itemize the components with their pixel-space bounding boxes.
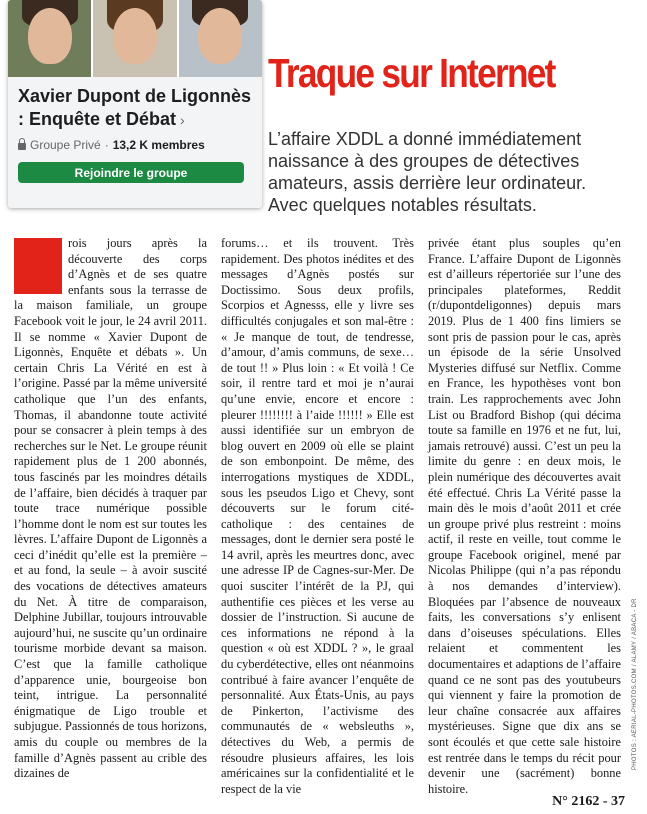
article-column-3 bbox=[428, 236, 621, 797]
cover-photo-3 bbox=[179, 0, 262, 77]
join-group-button[interactable]: Rejoindre le groupe bbox=[18, 162, 244, 183]
article-headline: Traque sur Internet bbox=[268, 50, 555, 96]
chevron-right-icon[interactable]: › bbox=[180, 112, 185, 128]
article-column-2 bbox=[221, 236, 414, 797]
column-2-text: forums… et ils trouvent. Très rapidement. Des photos inédites et des messages d’Agnès postés sur Doctissimo. Sous deux profils, Scorpios et Agnesss, elle y livre ses difficultés conjugales et son mal-être : « Je manque de tout, de tendresse, d’amour, d’amis communs, de sexe… de tout !! » Plus loin : « Et voilà ! Ce soir, il rentre tard et moi je n’aurai qu’une envie, encore et encore : pleurer !!!!!!!! à l’aide !!!!!! » Elle est aussi identifiée sur un embryon de blog ouvert en 2009 où elle se plaint de son embonpoint. De même, des interrogations mystiques de XDDL, sous les pseudos Ligo et Chevy, sont découverts sur le forum cité-catholique : des centaines de messages, dont le dernier sera posté le 14 avril, après les meurtres donc, avec une adresse IP de Cagnes-sur-Mer. De quoi susciter l’intérêt de la PJ, qui authentifie ces pièces et les verse au dossier de l’instruction. Si aucune de ces informations ne répond à la question « où est XDDL ? », le graal du cyberdétective, elles ont néanmoins contribué à faire avancer l’enquête de personnalité. Aux États-Unis, au pays de Pinkerton, l’activisme des communautés de « websleuths », détectives du Web, a permis de résoudre plusieurs affaires, les lois américaines sur la confidentialité et le respect de la vie bbox=[221, 236, 414, 796]
group-privacy: Groupe Privé bbox=[30, 138, 101, 152]
group-title-text[interactable]: Xavier Dupont de Ligonnès : Enquête et Débat bbox=[18, 86, 252, 129]
page-folio: N° 2162 - 37 bbox=[552, 794, 625, 809]
cover-photo-2 bbox=[93, 0, 178, 77]
facebook-group-card bbox=[8, 0, 262, 208]
drop-cap: T bbox=[14, 238, 62, 294]
group-members: 13,2 K membres bbox=[112, 138, 205, 152]
cover-photo-1 bbox=[8, 0, 93, 77]
group-cover-photos bbox=[8, 0, 262, 77]
group-meta: Groupe Privé · 13,2 K membres bbox=[18, 138, 252, 152]
photo-credit: PHOTOS : AERIAL-PHOTOS.COM / ALAMY / ABACA - DR bbox=[632, 598, 638, 770]
column-3-text: privée étant plus souples qu’en France. L’affaire Dupont de Ligonnès est d’ailleurs répertoriée sur l’une des principales plateformes, Reddit (r/dupontdeligonnes) depuis mars 2019. Plus de 1 400 fins limiers se sont pris de passion pour le cas, après un épisode de la série Unsolved Mysteries diffusé sur Netflix. Comme en France, les hypothèses vont bon train. Les rapprochements avec John List ou Bradford Bishop (qui décima toute sa famille en 1976 et ne fut, lui, jamais retrouvé) aussi. C’est un peu la limite du genre : en deux mois, le plein numérique des découvertes avait été effectué. Chris La Vérité passe la main dès le mois d’août 2011 et crée un groupe privé plus restreint : moins actif, il reste en veille, tout comme le groupe Facebook originel, mené par Nicolas Philippe (qui n’a pas répondu à nos demandes d’interview). Bloquées par l’absence de nouveaux faits, les conversations s’y enlisent dans d’oiseuses spéculations. Elles relaient et commentent les documentaires et adaptions de l’affaire quand ce ne sont pas des youtubeurs qui viennent y faire la promotion de leur chaîne consacrée aux affaires mystérieuses. Signe que dix ans se sont écoulés et que cette sale histoire est rentrée dans le temps du récit pour devenir une (sacrément) bonne histoire. bbox=[428, 236, 621, 796]
group-title[interactable] bbox=[18, 85, 252, 132]
article-column-1 bbox=[14, 236, 207, 782]
article-standfirst: L’affaire XDDL a donné immédiatement naissance à des groupes de détectives amateurs, assis derrière leur ordinateur. Avec quelques notables résultats. bbox=[268, 129, 587, 215]
column-1-text: rois jours après la découverte des corps d’Agnès et de ses quatre enfants sous la terrasse de la maison familiale, un groupe Facebook voit le jour, le 24 avril 2011. Il se nomme « Xavier Dupont de Ligonnès, Enquête et débats ». Un certain Chris La Vérité en est à l’origine. Passé par la même université catholique que l’un des enfants, Thomas, il abandonne toute activité pour se consacrer à plein temps à des recherches sur le Net. Le groupe réunit rapidement plus de 1 200 abonnés, tous fascinés par les moindres détails de l’affaire, bien décidés à traquer par toute trace numérique possible l’homme dont le nom est sur toutes les lèvres. L’affaire Dupont de Ligonnès a ceci d’inédit qu’elle est la première – et au fond, la seule – à avoir suscité des vocations de détectives amateurs du Net. À titre de comparaison, Delphine Jubillar, toujours introuvable aujourd’hui, ne suscite qu’un ordinaire tourisme morbide devant sa maison. C’est que la famille catholique d’apparence unie, bourgeoise bon teint, intrigue. La personnalité énigmatique de Ligo trouble et subjugue. Passionnés de tous horizons, amis du couple ou membres de la famille d’Agnès passent au crible des dizaines de bbox=[14, 236, 207, 781]
lock-icon bbox=[18, 143, 26, 150]
